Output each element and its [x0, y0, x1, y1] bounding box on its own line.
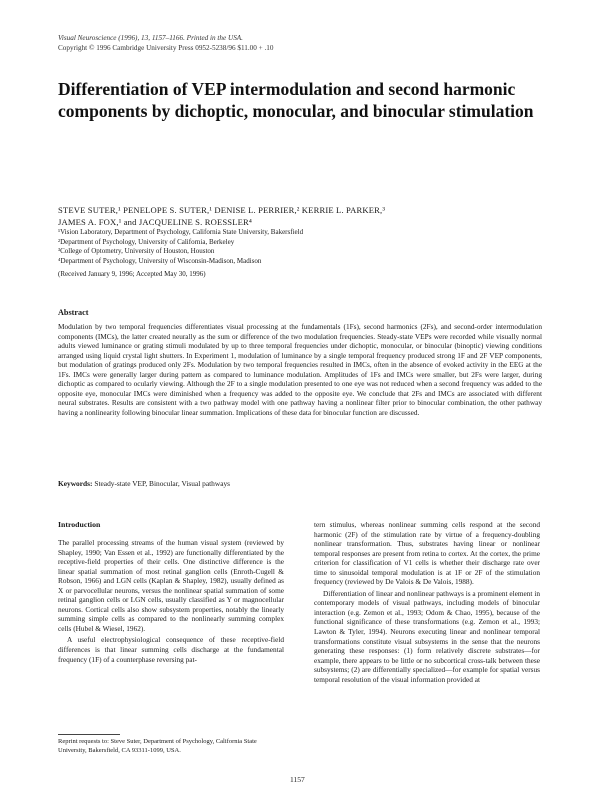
- intro-paragraph-4: Differentiation of linear and nonlinear pathways is a prominent element in contemporary models of visual pathways, including models of binocular interaction (e.g. Zemon et al., 1993; Odom & Chao, 1995), because of the functional significance of these transformations (e.g. Zemon et al., 1993; Lawton & Tyler, 1994). Neurons executing linear and nonlinear temporal transformations constitute visual subsystems in the sense that the neurons generating these responses: (1) form relatively discrete substrates—for example, there appears to be little or no subcortical cross-talk between these subsystems; (2) are differentially specialized—for example for spatial versus temporal resolution of the visual information provided at: [314, 588, 540, 684]
- introduction-heading: Introduction: [58, 520, 101, 529]
- author-list: [58, 205, 558, 228]
- paper-title: Differentiation of VEP intermodulation and second harmonic components by dichoptic, monocular, and binocular stimulation: [58, 79, 534, 121]
- copyright-line: Copyright © 1996 Cambridge University Press 0952-5238/96 $11.00 + .10: [58, 43, 274, 52]
- right-column: [314, 520, 540, 684]
- intro-paragraph-1: The parallel processing streams of the human visual system (reviewed by Shapley, 1990; Van Essen et al., 1992) are functionally differentiated by the receptive-field properties of their cells. One distinctive difference is the linear spatial summation of most retinal ganglion cells (Enroth-Cugell & Robson, 1966) and LGN cells (Kaplan & Shapley, 1982), usually defined as X or parvocellular neurons, versus the nonlinear spatial summation of some retinal ganglion cells or LGN cells, usually classified as Y or magnocellular neurons. Cortical cells also show subsystem properties, notably the linearly summing simple cells as compared to the nonlinearly summing complex cells (Hubel & Wiesel, 1962).: [58, 538, 284, 633]
- keywords: [58, 479, 542, 488]
- intro-paragraph-2: A useful electrophysiological consequence of these receptive-field differences is that linear summing cells discharge at the fundamental frequency (1F) of a counterphase reversing pat-: [58, 635, 284, 664]
- reprint-footnote: Reprint requests to: Steve Suter, Department of Psychology, California State University, Bakersfield, CA 93311-1099, USA.: [58, 738, 257, 754]
- affiliation-1: ¹Vision Laboratory, Department of Psychology, California State University, Bakersfield: [58, 228, 304, 236]
- abstract-heading: Abstract: [58, 308, 89, 317]
- keywords-text: Steady-state VEP, Binocular, Visual pathways: [94, 479, 231, 488]
- abstract-text: Modulation by two temporal frequencies differentiates visual processing at the fundamentals (1Fs), second harmonics (2Fs), and second-order intermodulation components (IMCs), the latter created neurally as the sum or difference of the two modulation frequencies. Steady-state VEPs were recorded while visually normal adults viewed luminance or grating stimuli modulated by up to three temporal frequencies under dichoptic, monocular, or binocular (binoptic) viewing conditions arranged using liquid crystal light shutters. In Experiment 1, modulation of luminance by a single temporal frequency produced strong 1F and 2F VEP components, but modulation of gratings produced only 2Fs. Modulation by two temporal frequencies resulted in IMCs, often in the absence of evoked activity in the EEG at the 1Fs. IMCs were generally larger during pattern as compared to luminance modulation. Amplitudes of 1Fs and IMCs were smaller, but 2Fs were larger, during dichoptic as compared to ocularly viewing. Although the 2F to a single modulation presented to one eye was not reduced when a second frequency was added to the opposite eye, monocular IMCs were diminished when a frequency was added to the opposite eye. We conclude that 2Fs and IMCs are associated with different neural substrates. Results are consistent with a two pathway model with one pathway having a nonlinear filter prior to binocular combination, the other pathway having a nonlinearity following binocular linear summation. Implications of these data for binocular function are discussed.: [58, 322, 542, 417]
- keywords-label: Keywords:: [58, 479, 93, 488]
- page-number: 1157: [290, 775, 305, 784]
- author-line-2: JAMES A. FOX,¹ and JACQUELINE S. ROESSLER⁴: [58, 216, 253, 227]
- footnote-rule: [58, 734, 120, 735]
- author-line-1: STEVE SUTER,¹ PENELOPE S. SUTER,¹ DENISE L. PERRIER,² KERRIE L. PARKER,³: [58, 205, 386, 215]
- affiliations: [58, 228, 518, 266]
- journal-header: [58, 34, 273, 53]
- intro-paragraph-3: tern stimulus, whereas nonlinear summing cells respond at the second harmonic (2F) of the stimulation rate by virtue of a frequency-doubling nonlinear transformation. Thus, substrates having linear or nonlinear temporal responses are present from retina to cortex. At the cortex, the prime criterion for classification of V1 cells is whether their discharge rate over time to sinusoidal temporal modulation is at 1F or 2F of the stimulation frequency (reviewed by De Valois & De Valois, 1988).: [314, 520, 540, 587]
- received-dates: (Received January 9, 1996; Accepted May 30, 1996): [58, 270, 206, 278]
- affiliation-4: ⁴Department of Psychology, University of Wisconsin-Madison, Madison: [58, 256, 262, 265]
- journal-citation: Visual Neuroscience (1996), 13, 1157–1166. Printed in the USA.: [58, 34, 243, 42]
- affiliation-2: ²Department of Psychology, University of California, Berkeley: [58, 237, 235, 246]
- affiliation-3: ³College of Optometry, University of Houston, Houston: [58, 247, 215, 256]
